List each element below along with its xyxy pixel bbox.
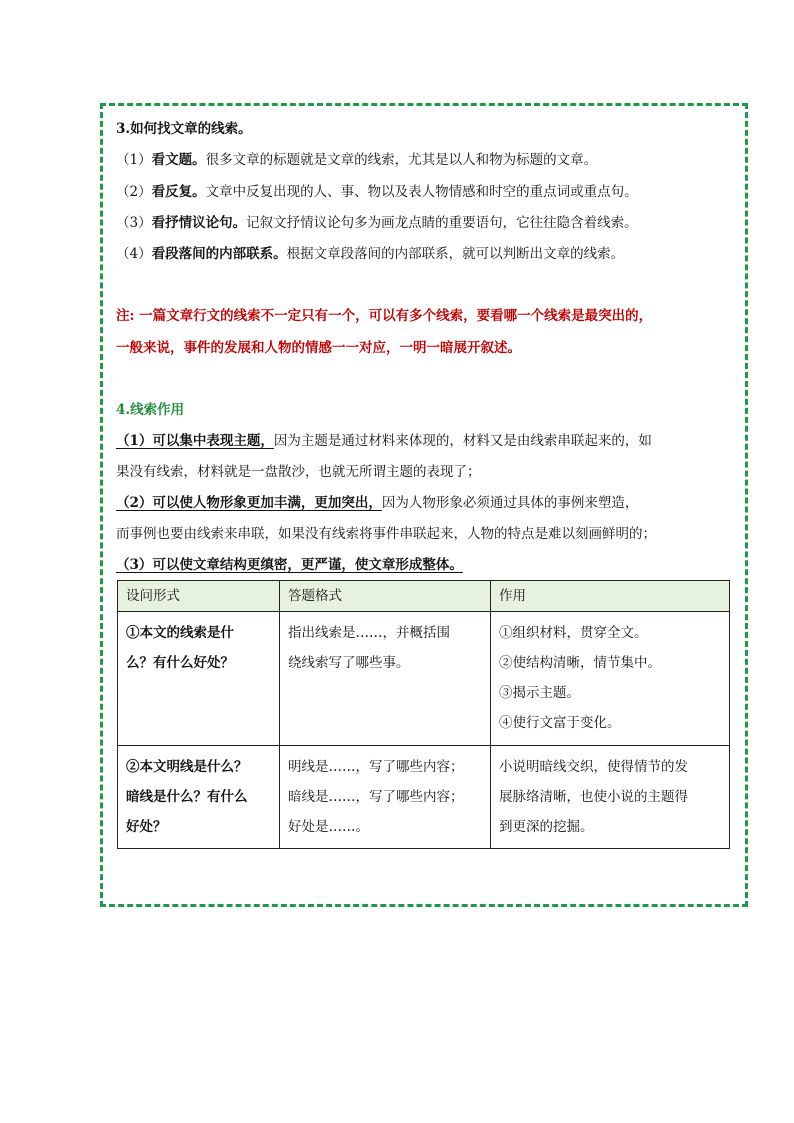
function-key: （1）可以集中表现主题， (116, 433, 274, 449)
cell-line: 好处？ (126, 819, 167, 835)
item-number: （4） (116, 246, 152, 262)
section-3-title: 3.如何找文章的线索。 (116, 121, 252, 137)
cell-line: ①组织材料，贯穿全文。 (499, 625, 648, 641)
table-row (118, 746, 730, 849)
function-2-cont: 而事例也要由线索来串联，如果没有线索将事件串联起来，人物的特点是难以刻画鲜明的； (116, 526, 656, 542)
table-header-row (118, 581, 730, 612)
item-text: 根据文章段落间的内部联系，就可以判断出文章的线索。 (286, 246, 625, 262)
function-text: 因为人物形象必须通过具体的事例来塑造， (381, 495, 639, 511)
cell-line: 暗线是什么？有什么 (126, 789, 248, 805)
function-1-cont: 果没有线索，材料就是一盘散沙，也就无所谓主题的表现了； (116, 464, 481, 480)
item-text: 文章中反复出现的人、事、物以及表人物情感和时空的重点词或重点句。 (205, 184, 638, 200)
cell-line: ①本文的线索是什 (126, 625, 234, 641)
method-item-2 (116, 182, 638, 202)
method-item-4 (116, 244, 624, 264)
cell-line: 么？有什么好处？ (126, 655, 234, 671)
answer-cell (280, 612, 491, 746)
item-key: 看段落间的内部联系。 (151, 246, 287, 262)
section-4-title: 4.线索作用 (116, 402, 185, 418)
header-effect: 作用 (491, 581, 730, 612)
cell-line: 暗线是……，写了哪些内容； (288, 789, 464, 805)
cell-line: ③揭示主题。 (499, 685, 580, 701)
note-line-2: 一般来说，事件的发展和人物的情感一一对应，一明一暗展开叙述。 (116, 340, 521, 356)
answer-format-table (117, 580, 730, 849)
cell-line: 绕线索写了哪些事。 (288, 655, 410, 671)
table-row (118, 612, 730, 746)
effect-cell (491, 612, 730, 746)
method-item-1 (116, 150, 597, 170)
function-text: 因为主题是通过材料来体现的，材料又是由线索串联起来的，如 (273, 433, 652, 449)
method-item-3 (116, 213, 638, 233)
function-3: （3）可以使文章结构更缜密，更严谨，使文章形成整体。 (116, 557, 463, 573)
item-key: 看反复。 (151, 184, 206, 200)
cell-line: 好处是……。 (288, 819, 369, 835)
function-key: （2）可以使人物形象更加丰满，更加突出， (116, 495, 382, 511)
item-text: 记叙文抒情议论句多为画龙点睛的重要语句，它往往隐含着线索。 (246, 215, 638, 231)
cell-line: 展脉络清晰，也使小说的主题得 (499, 789, 688, 805)
cell-line: 明线是……，写了哪些内容； (288, 759, 464, 775)
item-key: 看抒情议论句。 (151, 215, 247, 231)
item-number: （2） (116, 184, 152, 200)
question-cell (118, 746, 280, 849)
cell-line: 指出线索是……，并概括围 (288, 625, 450, 641)
header-answer-format: 答题格式 (280, 581, 491, 612)
function-1 (116, 431, 652, 451)
cell-line: 小说明暗线交织，使得情节的发 (499, 759, 688, 775)
item-number: （1） (116, 152, 152, 168)
answer-cell (280, 746, 491, 849)
header-question-form: 设问形式 (118, 581, 280, 612)
cell-line: ④使行文富于变化。 (499, 715, 621, 731)
note-line-1: 注: 一篇文章行文的线索不一定只有一个，可以有多个线索，要看哪一个线索是最突出的， (116, 308, 653, 324)
item-number: （3） (116, 215, 152, 231)
cell-line: ②使结构清晰，情节集中。 (499, 655, 661, 671)
cell-line: 到更深的挖掘。 (499, 819, 594, 835)
function-2 (116, 493, 638, 513)
cell-line: ②本文明线是什么？ (126, 759, 248, 775)
question-cell (118, 612, 280, 746)
item-text: 很多文章的标题就是文章的线索，尤其是以人和物为标题的文章。 (205, 152, 598, 168)
item-key: 看文题。 (151, 152, 206, 168)
effect-cell (491, 746, 730, 849)
